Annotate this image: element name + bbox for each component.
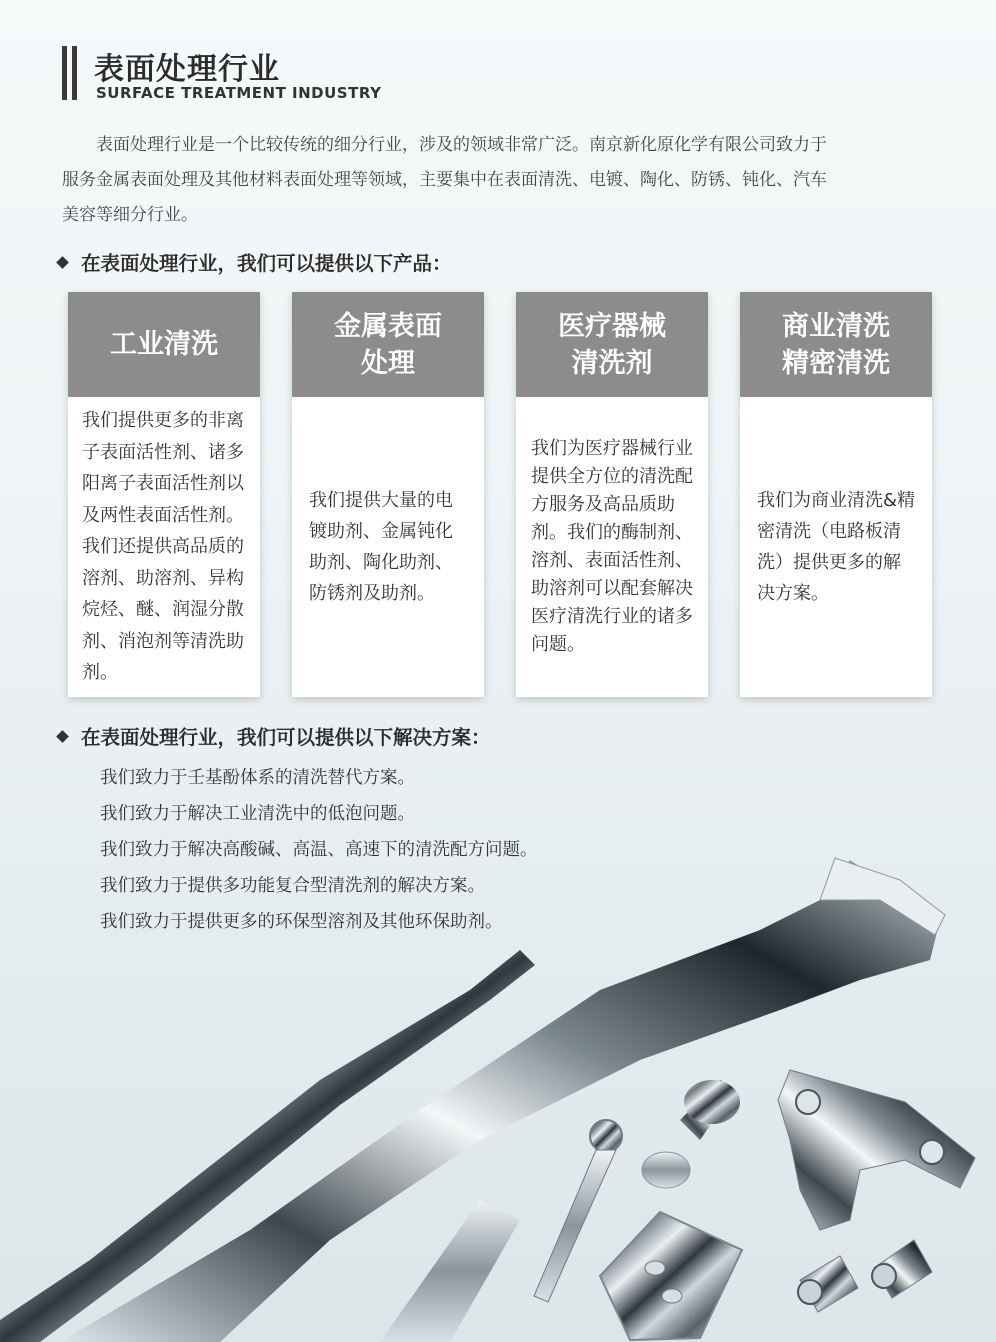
solutions-heading — [58, 722, 491, 750]
title-accent-bar — [62, 46, 67, 100]
intro-line: 表面处理行业是一个比较传统的细分行业，涉及的领域非常广泛。南京新化原化学有限公司致力于 — [96, 135, 827, 155]
chrome-flat-bar — [380, 1200, 520, 1342]
intro-line: 服务金属表面处理及其他材料表面处理等领域，主要集中在表面清洗、电镀、陶化、防锈、钝化、汽车 — [62, 170, 827, 190]
card-title: 商业清洗 精密清洗 — [782, 310, 890, 379]
card-header — [68, 292, 260, 397]
solution-item: 我们致力于壬基酚体系的清洗替代方案。 — [100, 768, 415, 788]
card-header — [740, 292, 932, 397]
card-body — [68, 397, 260, 697]
page-title: 表面处理行业 — [94, 52, 280, 87]
solution-item: 我们致力于提供更多的环保型溶剂及其他环保助剂。 — [100, 912, 503, 932]
chrome-fittings — [798, 1240, 932, 1312]
page-subtitle: SURFACE TREATMENT INDUSTRY — [96, 84, 382, 102]
diamond-bullet-icon — [56, 730, 69, 743]
card-header — [292, 292, 484, 397]
chrome-parts-photo — [0, 840, 996, 1342]
card-description: 我们为医疗器械行业提供全方位的清洗配方服务及高品质助剂。我们的酶制剂、溶剂、表面活性剂、助溶剂可以配套解决医疗清洗行业的诸多问题。 — [531, 438, 693, 655]
card-body — [516, 397, 708, 697]
card-body — [740, 397, 932, 697]
card-description: 我们为商业清洗&精密清洗（电路板清洗）提供更多的解决方案。 — [757, 490, 916, 604]
card-title: 金属表面 处理 — [334, 310, 442, 379]
diamond-bullet-icon — [56, 256, 69, 269]
card-body — [292, 397, 484, 697]
card-title: 工业清洗 — [110, 329, 218, 360]
solution-item: 我们致力于提供多功能复合型清洗剂的解决方案。 — [100, 876, 485, 896]
product-card-commercial-precision — [740, 292, 932, 697]
intro-line: 美容等细分行业。 — [62, 205, 198, 225]
solution-item: 我们致力于解决工业清洗中的低泡问题。 — [100, 804, 415, 824]
products-heading — [58, 248, 452, 276]
card-title: 医疗器械 清洗剂 — [558, 310, 666, 379]
chrome-towel-holder — [642, 1080, 740, 1188]
solution-item: 我们致力于解决高酸碱、高温、高速下的清洗配方问题。 — [100, 840, 538, 860]
card-description: 我们提供大量的电镀助剂、金属钝化助剂、陶化助剂、防锈剂及助剂。 — [309, 490, 453, 604]
chrome-bracket — [778, 1070, 975, 1230]
title-accent-bar — [72, 46, 77, 100]
card-description: 我们提供更多的非离子表面活性剂、诸多阳离子表面活性剂以及两性表面活性剂。我们还提供高品质的溶剂、助溶剂、异构烷烃、醚、润湿分散剂、消泡剂等清洗助剂。 — [82, 410, 244, 684]
card-header — [516, 292, 708, 397]
products-heading-text: 在表面处理行业，我们可以提供以下产品： — [81, 252, 452, 275]
product-card-medical-cleaner — [516, 292, 708, 697]
chrome-wall-plate — [600, 1212, 742, 1340]
product-card-industrial-cleaning — [68, 292, 260, 697]
intro-paragraph — [62, 128, 942, 233]
solutions-heading-text: 在表面处理行业，我们可以提供以下解决方案： — [81, 726, 491, 749]
product-card-metal-surface — [292, 292, 484, 697]
